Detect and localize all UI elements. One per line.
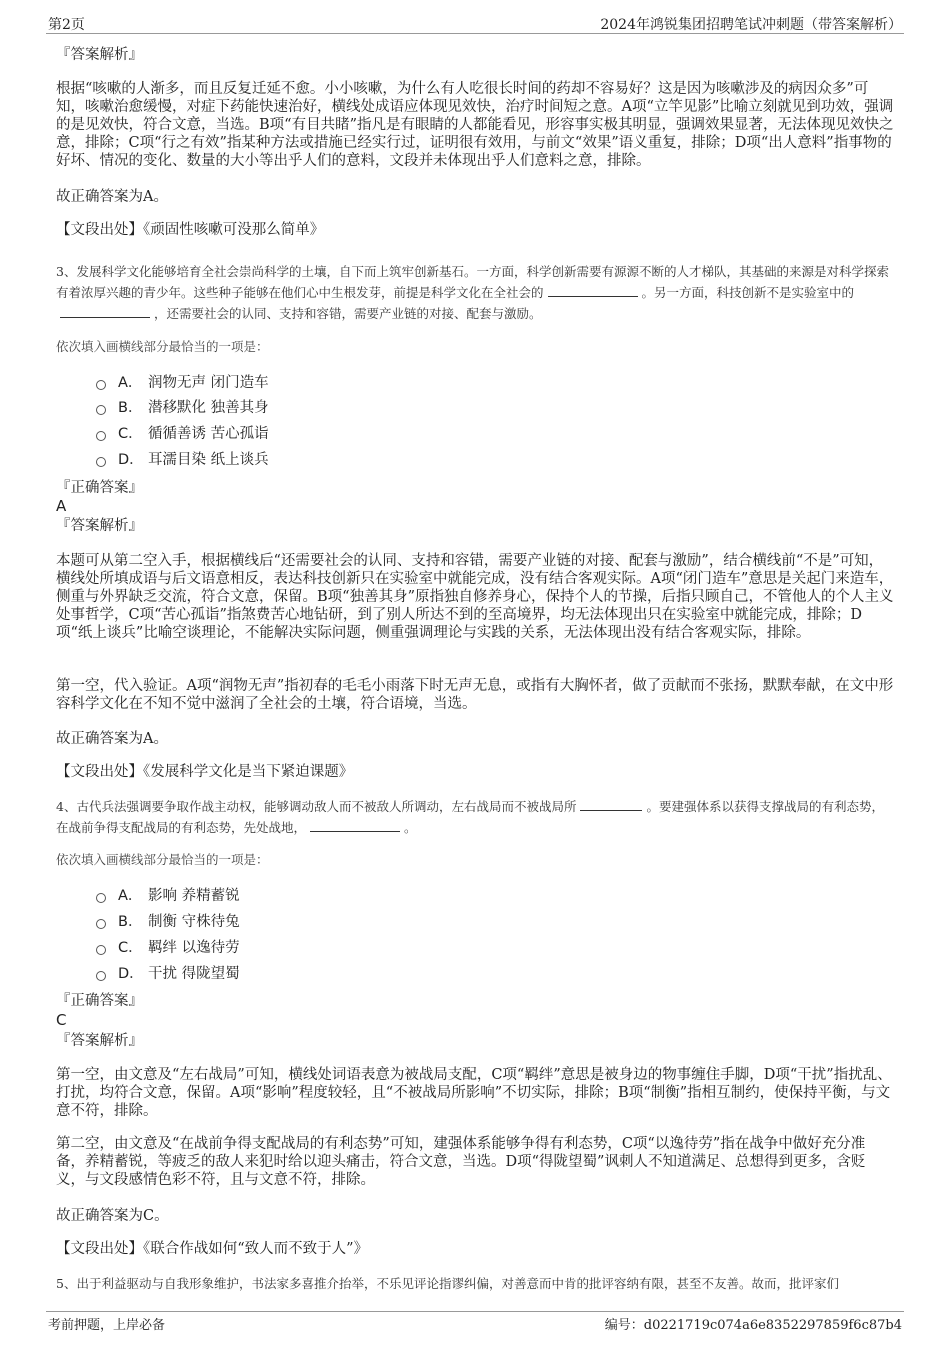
question-4-part3: 。 — [404, 820, 417, 835]
question-4-part1: 4、古代兵法强调要争取作战主动权，能够调动敌人而不被敌人所调动，左右战局而不被战局所 — [56, 799, 577, 814]
option-letter: B． — [118, 914, 143, 930]
option-letter: B． — [118, 400, 143, 416]
q3-option-c[interactable] — [96, 425, 269, 443]
blank-2 — [310, 819, 400, 832]
analysis-text: 第一空，代入验证。A项“润物无声”指初春的毛毛小雨落下时无声无息，或指有大胸怀者，做了贡献而不张扬，默默奉献，在文中形容科学文化在不知不觉中滋润了全社会的土壤，符合语境，当选。 — [56, 678, 894, 712]
conclusion-text: 故正确答案为C。 — [56, 1208, 169, 1224]
option-text: 耳濡目染 纸上谈兵 — [148, 452, 269, 468]
question-4-stem — [56, 796, 894, 838]
analysis-label: 『答案解析』 — [56, 518, 143, 534]
correct-answer-label: 『正确答案』 — [56, 480, 143, 496]
question-3-part1: 3、发展科学文化能够培育全社会崇尚科学的土壤，自下而上筑牢创新基石。一方面，科学创新需要有源源不断的人才梯队，其基础的来源是对科学探索有着浓厚兴趣的青少年。这些种子能够在他们心中生根发芽，前提是科学文化在全社会的 — [56, 264, 889, 300]
option-letter: A． — [118, 888, 143, 904]
option-text: 循循善诱 苦心孤诣 — [148, 426, 269, 442]
radio-icon[interactable] — [96, 919, 106, 929]
radio-icon[interactable] — [96, 945, 106, 955]
footer-slogan: 考前押题，上岸必备 — [48, 1318, 166, 1333]
option-letter: D． — [118, 452, 144, 468]
q3-option-b[interactable] — [96, 399, 269, 417]
header-divider — [46, 33, 904, 34]
analysis-label: 『答案解析』 — [56, 1033, 143, 1049]
option-text: 潜移默化 独善其身 — [148, 400, 269, 416]
analysis-text: 第一空，由文意及“左右战局”可知，横线处词语表意为被战局支配，C项“羁绊”意思是被身边的物事缠住手脚，D项“干扰”指扰乱、打扰，均符合文意，保留。A项“影响”程度较轻，且“不被战局所影响”不切实际，排除；B项“制衡”指相互制约，使保持平衡，与文意不符，排除。 — [56, 1067, 892, 1119]
document-code: 编号：d0221719c074a6e8352297859f6c87b4 — [604, 1318, 902, 1333]
source-text: 【文段出处】《发展科学文化是当下紧迫课题》 — [56, 764, 354, 780]
footer-divider — [46, 1311, 904, 1312]
question-4-prompt: 依次填入画横线部分最恰当的一项是： — [56, 852, 269, 867]
question-3-part3: ，还需要社会的认同、支持和容错，需要产业链的对接、配套与激励。 — [154, 306, 542, 321]
option-text: 影响 养精蓄锐 — [148, 888, 240, 904]
analysis-text: 第二空，由文意及“在战前争得支配战局的有利态势”可知，建强体系能够争得有利态势，C项“以逸待劳”指在战争中做好充分准备，养精蓄锐，等疲乏的敌人来犯时给以迎头痛击，符合文意，当选。D项“得陇望蜀”讽刺人不知道满足、总想得到更多，含贬义，与文段感情色彩不符，且与文意不符，排除。 — [56, 1136, 866, 1188]
analysis-text: 本题可从第二空入手，根据横线后“还需要社会的认同、支持和容错，需要产业链的对接、配套与激励”，结合横线前“不是”可知，横线处所填成语与后文语意相反，表达科技创新只在实验室中就能完成，没有结合客观实际。A项“闭门造车”意思是关起门来造车，侧重与外界缺乏交流，符合文意，保留。B项“独善其身”原指独自修养身心，保持个人的节操，后指只顾自己，不管他人的个人主义处事哲学，C项“苦心孤诣”指煞费苦心地钻研，到了别人所达不到的至高境界，均无法体现出只在实验室中就能完成，排除；D项“纸上谈兵”比喻空谈理论，不能解决实际问题，侧重强调理论与实践的关系，无法体现出没有结合客观实际，排除。 — [56, 553, 894, 641]
radio-icon[interactable] — [96, 380, 106, 390]
source-text: 【文段出处】《顽固性咳嗽可没那么简单》 — [56, 222, 325, 238]
correct-answer: A — [56, 497, 67, 515]
question-5-stem: 5、出于利益驱动与自我形象维护，书法家多喜推介抬举，不乐见评论指谬纠偏，对善意而中肯的批评容纳有限，甚至不友善。故而，批评家们 — [56, 1276, 839, 1291]
conclusion-text: 故正确答案为A。 — [56, 731, 168, 747]
option-letter: D． — [118, 966, 144, 982]
radio-icon[interactable] — [96, 457, 106, 467]
option-letter: C． — [118, 940, 143, 956]
q3-option-d[interactable] — [96, 451, 269, 469]
question-4-part2: 。要建强体系以获得支撑战局的有利态势，在战前争得支配战局的有利态势，先处战地， — [56, 799, 884, 835]
question-3-part2: 。另一方面，科技创新不是实验室中的 — [641, 285, 855, 300]
q4-option-d[interactable] — [96, 965, 240, 983]
option-letter: C． — [118, 426, 143, 442]
option-text: 润物无声 闭门造车 — [148, 375, 269, 391]
analysis-text: 根据“咳嗽的人渐多，而且反复迁延不愈。小小咳嗽，为什么有人吃很长时间的药却不容易好？这是因为咳嗽涉及的病因众多”可知，咳嗽治愈缓慢，对症下药能快速治好，横线处成语应体现见效快，治疗时间短之意。A项“立竿见影”比喻立刻就见到功效，强调的是见效快，符合文意，当选。B项“有目共睹”指凡是有眼睛的人都能看见，形容事实极其明显，强调效果显著，无法体现见效快之意，排除；C项“行之有效”指某种方法或措施已经实行过，证明很有效用，与前文“效果”语义重复，排除；D项“出人意料”指事物的好坏、情况的变化、数量的大小等出乎人们的意料，文段并未体现出乎人们意料之意，排除。 — [56, 81, 894, 169]
q4-option-b[interactable] — [96, 913, 240, 931]
source-text: 【文段出处】《联合作战如何“致人而不致于人”》 — [56, 1241, 369, 1257]
blank-1 — [580, 798, 642, 811]
blank-1 — [548, 284, 638, 297]
blank-2 — [60, 305, 150, 318]
correct-answer-label: 『正确答案』 — [56, 993, 143, 1009]
analysis-label: 『答案解析』 — [56, 47, 143, 63]
option-text: 制衡 守株待兔 — [148, 914, 240, 930]
radio-icon[interactable] — [96, 893, 106, 903]
option-letter: A． — [118, 375, 143, 391]
radio-icon[interactable] — [96, 405, 106, 415]
page-number: 第2页 — [48, 17, 85, 33]
radio-icon[interactable] — [96, 431, 106, 441]
q4-option-a[interactable] — [96, 887, 240, 905]
conclusion-text: 故正确答案为A。 — [56, 189, 168, 205]
question-3-stem — [56, 261, 894, 324]
q3-option-a[interactable] — [96, 374, 269, 392]
option-text: 羁绊 以逸待劳 — [148, 940, 240, 956]
radio-icon[interactable] — [96, 971, 106, 981]
question-3-prompt: 依次填入画横线部分最恰当的一项是： — [56, 339, 269, 354]
q4-option-c[interactable] — [96, 939, 240, 957]
document-title: 2024年鸿锐集团招聘笔试冲刺题（带答案解析） — [600, 17, 902, 33]
option-text: 干扰 得陇望蜀 — [148, 966, 240, 982]
correct-answer: C — [56, 1011, 67, 1029]
